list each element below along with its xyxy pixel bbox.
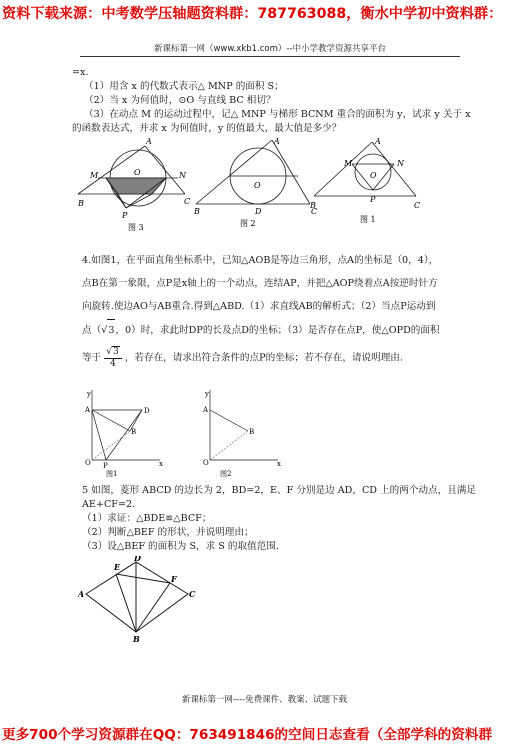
q4fig1-label-p: P <box>103 462 108 470</box>
q3-item-4: 的函数表达式，并求 x 为何值时，y 的值最大，最大值是多少？ <box>72 123 342 134</box>
top-banner: 资料下载来源：中考数学压轴题资料群：787763088，衡水中学初中资料群： <box>2 6 503 22</box>
q3-figures <box>70 136 460 236</box>
q4fig2-label-b: B <box>249 428 255 436</box>
q4-line-5-pre: 等于 <box>82 352 102 364</box>
q5-label-a: A <box>78 589 85 599</box>
q4-figure-2 <box>210 390 278 460</box>
q5-line-4: （2）判断△BEF 的形状，并说明理由； <box>82 527 254 538</box>
q4fig1-label-x: x <box>159 460 163 468</box>
q4fig2-label-o: O <box>203 459 209 467</box>
q5-label-c: C <box>189 589 196 599</box>
fig2-label-a: A <box>274 137 280 146</box>
figure-1 <box>314 142 416 196</box>
q3-item-2: （2）当 x 为何值时，⊙O 与直线 BC 相切？ <box>84 95 276 106</box>
page-footer: 新课标第一网----免费课件、教案、试题下载 <box>181 695 348 705</box>
page-header: 新课标第一网（www.xkb1.com）--中小学教学资源共享平台 <box>153 44 387 54</box>
fig3-label-n: N <box>179 171 186 180</box>
fig1-label-m: M <box>344 159 353 168</box>
q5-line-2: AE+CF=2. <box>82 499 136 510</box>
fig1-label-p: P <box>370 195 376 204</box>
q4fig2-label-a: A <box>203 406 209 414</box>
bottom-banner: 更多700个学习资源群在QQ：763491846的空间日志查看（全部学科的资料群 <box>2 727 493 743</box>
q4fig1-label-y: y <box>87 390 91 398</box>
q4-figures <box>82 386 342 478</box>
q4-sqrt-value: 3 <box>107 319 115 342</box>
q4-line-1: 4.如图1，在平面直角坐标系中，已知△AOB是等边三角形，点A的坐标是（0，4）， <box>82 255 439 266</box>
fig3-label-m: M <box>90 171 99 180</box>
fig2-label-b: B <box>194 207 200 216</box>
figure-2 <box>196 140 310 204</box>
q3-item-3: （3）在动点 M 的运动过程中，记△ MNP 与梯形 BCNM 重合的面积为 y，试求 y 关于 x <box>84 109 471 120</box>
fig1-label-a: A <box>375 137 381 146</box>
fig3-label-o: O <box>134 168 141 177</box>
header-rule <box>80 56 460 57</box>
fig2-label-d: D <box>255 207 262 216</box>
q4fig2-label-y: y <box>205 390 209 398</box>
q4fig1-label-a: A <box>85 406 91 414</box>
q4fig2-label-x: x <box>277 460 281 468</box>
fig2-label-o: O <box>254 181 261 190</box>
fig1-label-n: N <box>397 159 404 168</box>
q4fig1-label-o: O <box>85 459 91 467</box>
fig3-label-p: P <box>122 211 128 220</box>
q4fig2-caption: 图2 <box>220 470 232 478</box>
fig3-label-b: B <box>78 199 84 208</box>
q4fig1-label-d: D <box>144 407 150 415</box>
fig2-label-c: C <box>311 207 318 216</box>
fig1-label-c: C <box>414 201 421 210</box>
fig2-caption: 图 2 <box>240 219 256 228</box>
q4-line-4-pre: 点（ <box>82 325 102 336</box>
q3-line0: =x. <box>72 67 89 78</box>
fig1-label-o: O <box>370 171 377 180</box>
q4-line-5 <box>82 346 403 370</box>
fig3-caption: 图 3 <box>128 223 144 232</box>
q4-figure-1 <box>92 390 160 460</box>
q4-line-2: 点B在第一象限，点P是x轴上的一个动点，连结AP，并把△AOP绕着点A按逆时针方 <box>82 278 438 289</box>
sqrt-symbol: √ <box>106 347 112 357</box>
sqrt-symbol: √ <box>101 325 108 336</box>
q5-label-b: B <box>133 634 140 644</box>
q5-label-e: E <box>114 562 121 572</box>
q4-line-4 <box>82 319 440 342</box>
q5-label-f: F <box>171 574 177 584</box>
q4fig1-label-b: B <box>131 428 137 436</box>
fraction-numerator <box>104 346 121 359</box>
q5-label-d: D <box>134 556 141 563</box>
q3-item-1: （1）用含 x 的代数式表示△ MNP 的面积 S； <box>84 81 284 92</box>
fraction-denominator: 4 <box>110 359 116 369</box>
q4-line-3: 向旋转.使边AO与AB重合.得到△ABD.（1）求直线AB的解析式；（2）当点P运动到 <box>82 301 436 312</box>
q5-line-1: 5 如图，菱形 ABCD 的边长为 2，BD=2，E、F 分别是边 AD，CD 上的两个动点，且满足 <box>82 485 476 496</box>
q4fig1-caption: 图1 <box>106 470 118 478</box>
fig3-label-a: A <box>146 137 152 146</box>
q5-line-3: （1）求证：△BDE≌△BCF； <box>82 513 212 524</box>
fraction <box>104 346 121 370</box>
fig1-caption: 图 1 <box>360 215 376 224</box>
q4-line-5-post: ，若存在，请求出符合条件的点P的坐标；若不存在，请说明理由. <box>124 352 403 364</box>
fraction-sqrt-value: 3 <box>113 347 119 357</box>
q4-line-4-post: ，0）时，求此时DP的长及点D的坐标；（3）是否存在点P，使△OPD的面积 <box>115 325 440 336</box>
fig1-label-b: B <box>310 201 316 210</box>
q5-line-5: （3）设△BEF 的面积为 S，求 S 的取值范围. <box>82 541 279 552</box>
q5-rhombus-figure <box>78 556 198 646</box>
fig3-label-c: C <box>184 197 191 206</box>
